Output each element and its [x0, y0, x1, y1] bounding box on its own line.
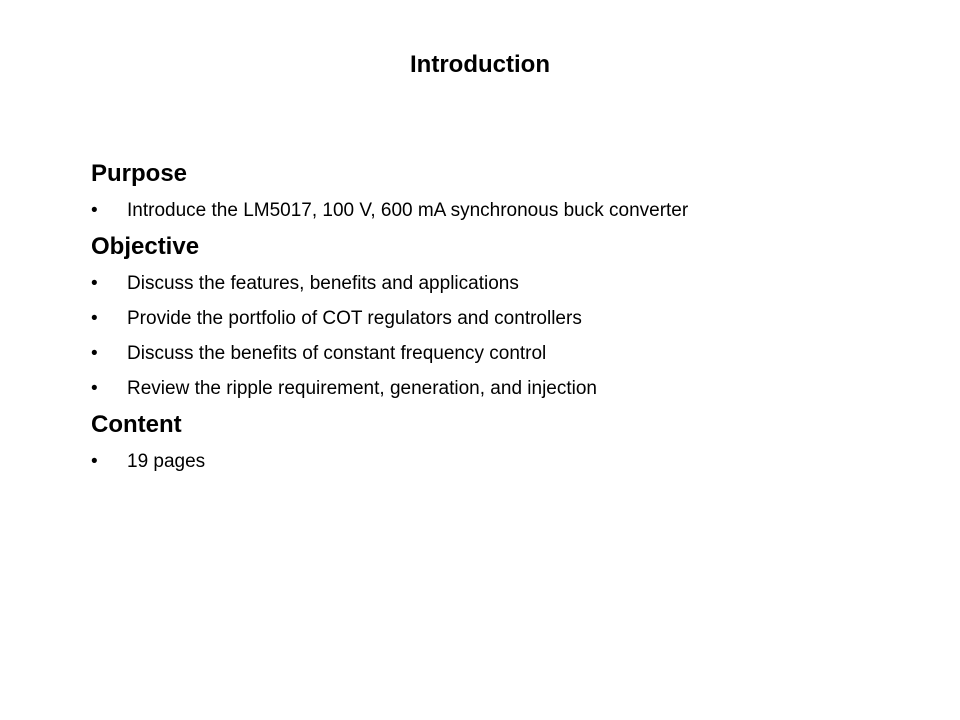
bullet-list-content: [91, 444, 911, 479]
slide-content: [91, 155, 911, 479]
bullet-icon: •: [91, 343, 98, 364]
bullet-text: Discuss the benefits of constant frequency control: [127, 343, 547, 364]
bullet-icon: •: [91, 308, 98, 329]
bullet-icon: •: [91, 273, 98, 294]
bullet-item: [91, 371, 911, 406]
bullet-text: Review the ripple requirement, generation, and injection: [127, 378, 597, 399]
bullet-text: 19 pages: [127, 451, 206, 472]
bullet-text: Introduce the LM5017, 100 V, 600 mA synchronous buck converter: [127, 200, 689, 221]
section-heading-purpose: Purpose: [91, 160, 188, 187]
slide-title: Introduction: [410, 51, 550, 78]
bullet-text: Discuss the features, benefits and applications: [127, 273, 519, 294]
bullet-icon: •: [91, 200, 98, 221]
bullet-icon: •: [91, 378, 98, 399]
section-objective: [91, 228, 911, 406]
section-content: [91, 406, 911, 479]
bullet-icon: •: [91, 451, 98, 472]
bullet-item: [91, 193, 911, 228]
bullet-item: [91, 266, 911, 301]
bullet-item: [91, 336, 911, 371]
bullet-text: Provide the portfolio of COT regulators and controllers: [127, 308, 582, 329]
bullet-item: [91, 444, 911, 479]
bullet-list-objective: [91, 266, 911, 406]
bullet-item: [91, 301, 911, 336]
section-heading-objective: Objective: [91, 233, 200, 260]
bullet-list-purpose: [91, 193, 911, 228]
section-heading-content: Content: [91, 411, 182, 438]
section-purpose: [91, 155, 911, 228]
